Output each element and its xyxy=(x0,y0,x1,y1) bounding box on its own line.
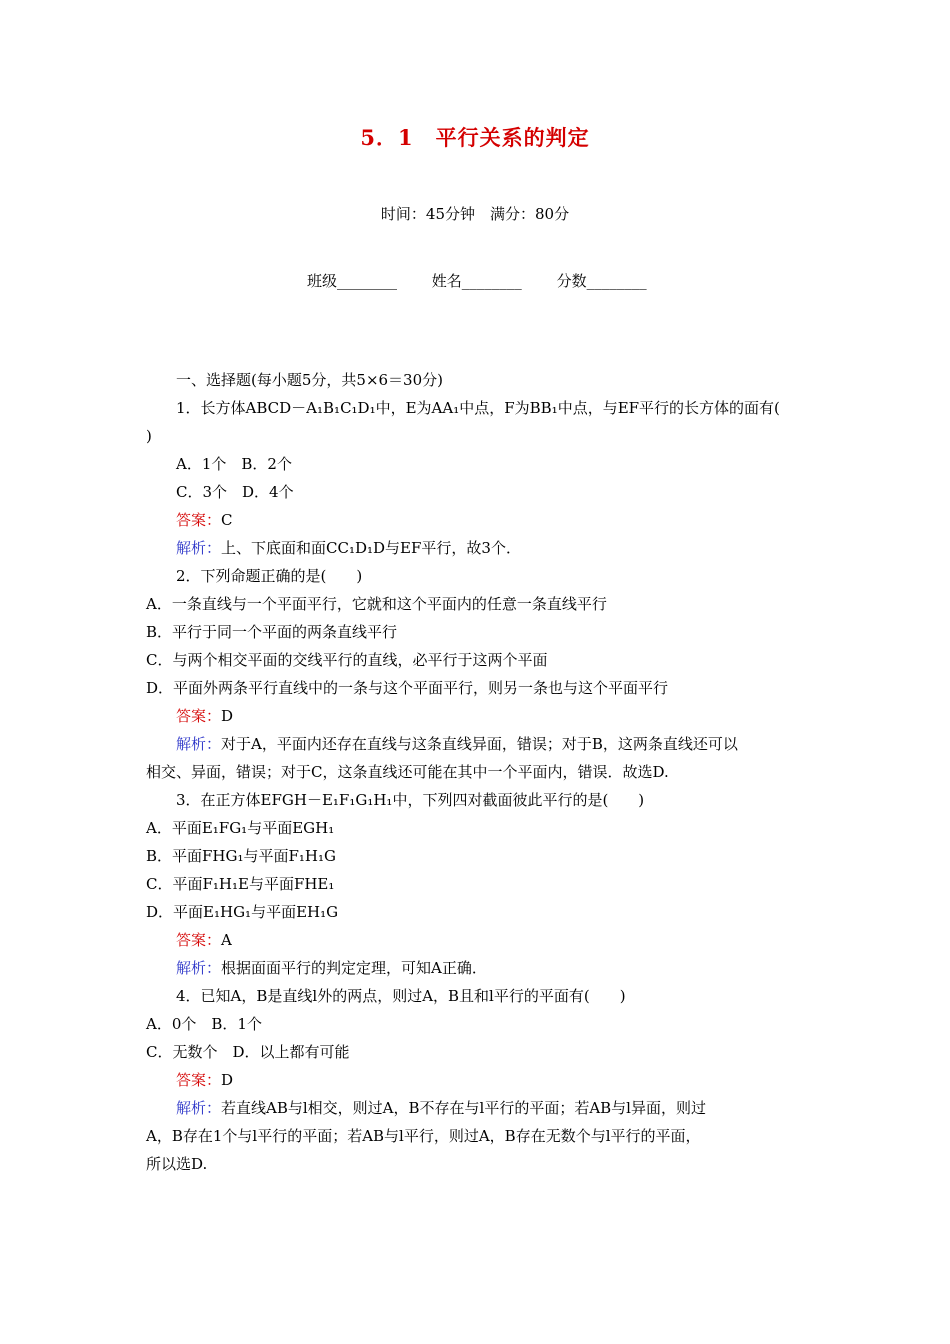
question-4-analysis xyxy=(146,1094,806,1122)
answer-value: C xyxy=(221,511,233,529)
question-3-answer xyxy=(146,926,806,954)
question-3-option-c: C．平面F₁H₁E与平面FHE₁ xyxy=(146,875,335,893)
question-2-option-c: C．与两个相交平面的交线平行的直线，必平行于这两个平面 xyxy=(146,651,548,669)
page-title: 5．1 平行关系的判定 xyxy=(360,125,590,150)
question-4-analysis-continued: A，B存在1个与l平行的平面；若AB与l平行，则过A，B存在无数个与l平行的平面， xyxy=(146,1127,701,1145)
question-3-option-a: A．平面E₁FG₁与平面EGH₁ xyxy=(146,819,335,837)
analysis-text: 若直线AB与l相交，则过A，B不存在与l平行的平面；若AB与l异面，则过 xyxy=(221,1099,706,1117)
question-4-options-cd: C．无数个 D．以上都有可能 xyxy=(146,1043,350,1061)
answer-value: D xyxy=(221,1071,234,1089)
question-1-analysis xyxy=(146,534,806,562)
question-1-stem-end: ) xyxy=(146,427,152,445)
answer-label: 答案： xyxy=(176,931,222,949)
score-field: 分数________ xyxy=(556,272,647,290)
answer-label: 答案： xyxy=(176,1071,222,1089)
student-info-line xyxy=(307,270,677,291)
question-2-option-d: D．平面外两条平行直线中的一条与这个平面平行，则另一条也与这个平面平行 xyxy=(146,679,669,697)
question-2-analysis xyxy=(146,730,806,758)
analysis-text: 对于A，平面内还存在直线与这条直线异面，错误；对于B，这两条直线还可以 xyxy=(221,735,738,753)
question-4-analysis-end: 所以选D. xyxy=(146,1155,208,1173)
question-list xyxy=(146,366,806,1178)
answer-value: D xyxy=(221,707,234,725)
question-3-stem: 3．在正方体EFGH－E₁F₁G₁H₁中，下列四对截面彼此平行的是( ) xyxy=(176,791,645,809)
question-1-stem: 1．长方体ABCD－A₁B₁C₁D₁中，E为AA₁中点，F为BB₁中点，与EF平行的长方体的面有( xyxy=(176,399,780,417)
answer-value: A xyxy=(221,931,232,949)
answer-label: 答案： xyxy=(176,511,222,529)
question-1-answer xyxy=(146,506,806,534)
question-4-options-ab: A．0个 B．1个 xyxy=(146,1015,262,1033)
analysis-label: 解析： xyxy=(176,539,222,557)
class-field: 班级________ xyxy=(307,272,398,290)
question-2-option-b: B．平行于同一个平面的两条直线平行 xyxy=(146,623,398,641)
question-3-analysis xyxy=(146,954,806,982)
question-4-answer xyxy=(146,1066,806,1094)
analysis-label: 解析： xyxy=(176,735,222,753)
section-heading: 一、选择题(每小题5分，共5×6＝30分) xyxy=(176,371,443,389)
question-2-stem: 2．下列命题正确的是( ) xyxy=(176,567,363,585)
question-4-stem: 4．已知A，B是直线l外的两点，则过A，B且和l平行的平面有( ) xyxy=(176,987,626,1005)
analysis-label: 解析： xyxy=(176,959,222,977)
question-2-analysis-continued: 相交、异面，错误；对于C，这条直线还可能在其中一个平面内，错误．故选D. xyxy=(146,763,669,781)
time-score-line: 时间：45分钟 满分：80分 xyxy=(380,205,570,223)
analysis-label: 解析： xyxy=(176,1099,222,1117)
question-2-answer xyxy=(146,702,806,730)
question-3-option-b: B．平面FHG₁与平面F₁H₁G xyxy=(146,847,337,865)
question-1-options-ab: A．1个 B．2个 xyxy=(176,455,292,473)
question-3-option-d: D．平面E₁HG₁与平面EH₁G xyxy=(146,903,339,921)
question-2-option-a: A．一条直线与一个平面平行，它就和这个平面内的任意一条直线平行 xyxy=(146,595,607,613)
question-1-options-cd: C．3个 D．4个 xyxy=(176,483,294,501)
name-field: 姓名________ xyxy=(431,272,522,290)
answer-label: 答案： xyxy=(176,707,222,725)
analysis-text: 根据面面平行的判定定理，可知A正确． xyxy=(221,959,487,977)
analysis-text: 上、下底面和面CC₁D₁D与EF平行，故3个． xyxy=(221,539,521,557)
